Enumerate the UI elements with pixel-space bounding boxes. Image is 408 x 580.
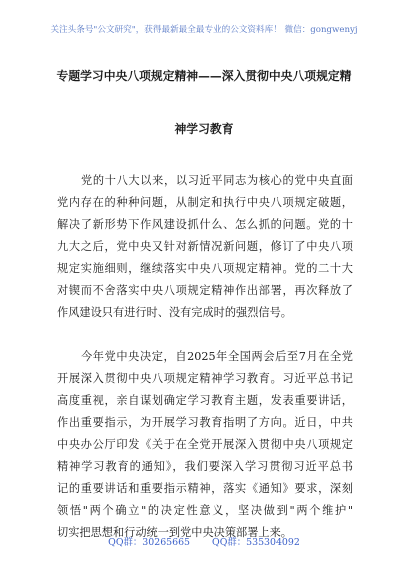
paragraph-1 <box>57 170 353 324</box>
paragraph-line: 作出重要指示，为开展学习教育指明了方向。近日，中共 <box>57 416 353 429</box>
paragraph-line: 中央办公厅印发《关于在全党开展深入贯彻中央八项规定 <box>57 438 353 451</box>
paragraph-2 <box>57 346 353 544</box>
paragraph-line: 精神学习教育的通知》，我们要深入学习贯彻习近平总书 <box>57 460 353 473</box>
footer-qq-group-2: QQ群：535304092 <box>212 537 300 548</box>
footer-qq-group-1: QQ群：30265665 <box>108 537 191 548</box>
paragraph-line: 作风建设只有进行时、没有完成时的强烈信号。 <box>57 306 292 319</box>
paragraph-line: 开展深入贯彻中央八项规定精神学习教育。习近平总书记 <box>57 372 353 385</box>
paragraph-line: 对锲而不舍落实中央八项规定精神作出部署，再次释放了 <box>57 284 353 297</box>
footer-contact <box>0 536 408 550</box>
paragraph-line: 党内存在的种种问题，从制定和执行中央八项规定破题， <box>57 196 353 209</box>
paragraph-line: 今年党中央决定，自2025年全国两会后至7月在全党 <box>81 350 353 363</box>
paragraph-line: 九大之后，党中央又针对新情况新问题，修订了中央八项 <box>57 240 353 253</box>
paragraph-line: 规定实施细则，继续落实中央八项规定精神。党的二十大 <box>57 262 353 275</box>
document-title-line-2: 神学习教育 <box>174 122 234 136</box>
paragraph-line: 领悟"两个确立"的决定性意义，坚决做到"两个维护" <box>57 504 353 517</box>
paragraph-line: 高度重视，亲自谋划确定学习教育主题，发表重要讲话， <box>57 394 353 407</box>
paragraph-line: 记的重要讲话和重要指示精神，落实《通知》要求，深刻 <box>57 482 353 495</box>
paragraph-line: 党的十八大以来，以习近平同志为核心的党中央直面 <box>81 174 353 187</box>
document-title-line-1: 专题学习中央八项规定精神——深入贯彻中央八项规定精 <box>56 69 352 83</box>
header-banner: 关注头条号"公文研究"，获得最新最全最专业的公文资料库！ 微信：gongwenyj <box>50 25 358 35</box>
paragraph-line: 切实把思想和行动统一到党中央决策部署上来。 <box>57 526 292 539</box>
paragraph-line: 解决了新形势下作风建设抓什么、怎么抓的问题。党的十 <box>57 218 353 231</box>
